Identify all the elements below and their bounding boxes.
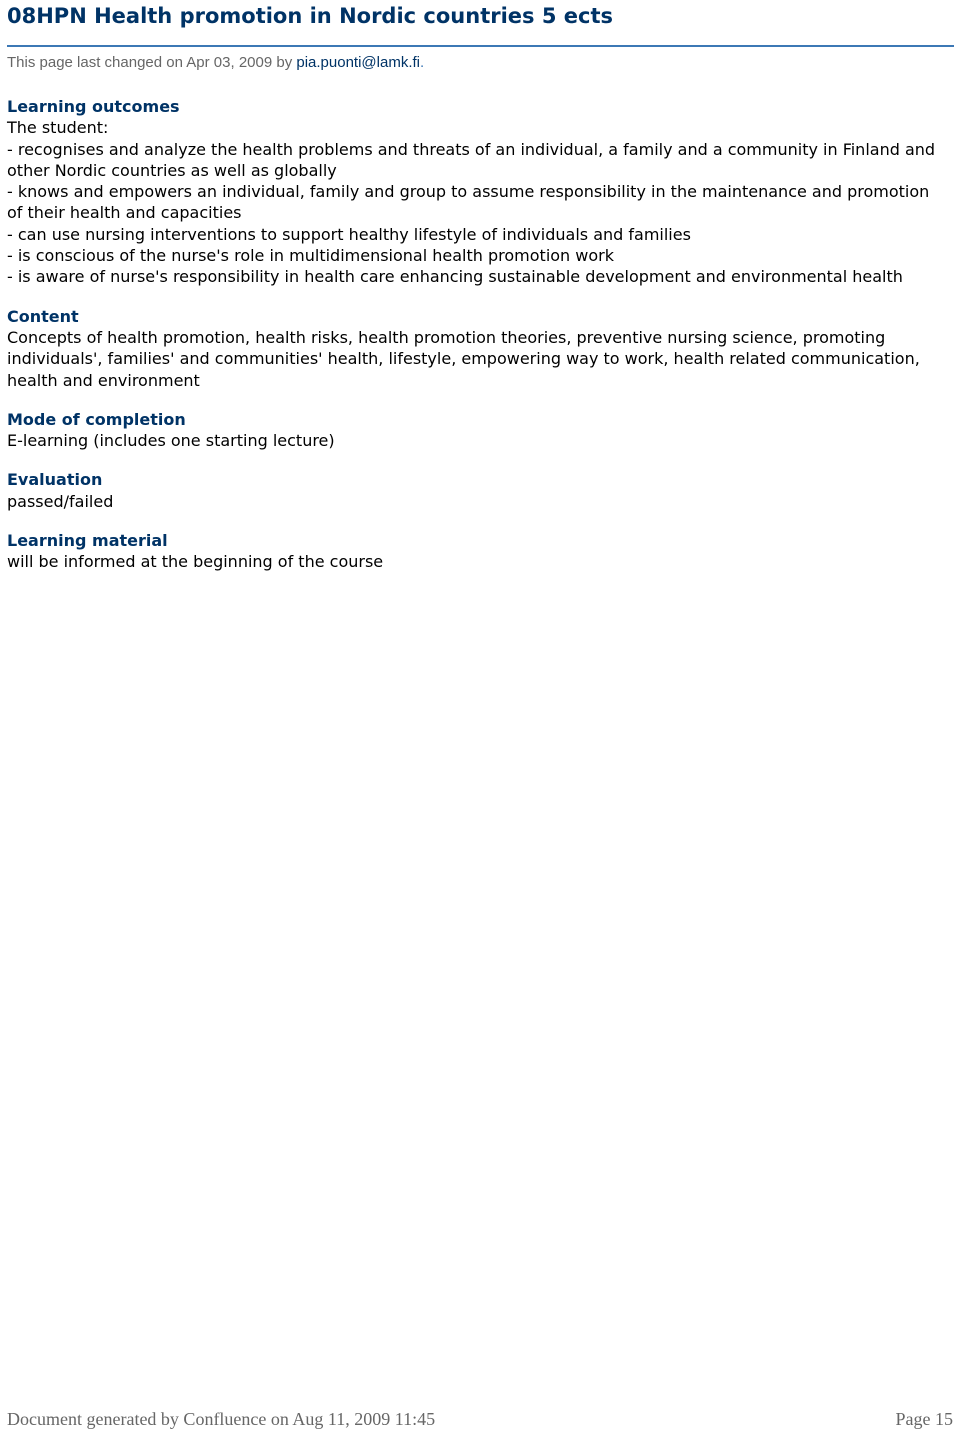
learning-material-text: will be informed at the beginning of the course (7, 552, 384, 572)
mode-of-completion-heading: Mode of completion (7, 409, 186, 429)
learning-outcomes-section (7, 96, 947, 288)
learning-material-section (7, 530, 947, 573)
learning-outcome-line: - recognises and analyze the health problems and threats of an individual, a family and a community in Finland and other Nordic countries as well as globally (7, 139, 936, 180)
learning-outcome-line: - can use nursing interventions to support healthy lifestyle of individuals and families (7, 224, 691, 244)
content-heading: Content (7, 306, 79, 326)
learning-outcome-line: - is aware of nurse's responsibility in health care enhancing sustainable development and environmental health (7, 267, 903, 287)
evaluation-heading: Evaluation (7, 470, 103, 490)
evaluation-text: passed/failed (7, 491, 114, 511)
learning-outcome-line: The student: (7, 118, 109, 138)
learning-outcome-line: - knows and empowers an individual, family and group to assume responsibility in the maintenance and promotion of their health and capacities (7, 182, 930, 223)
author-link[interactable]: pia.puonti@lamk.fi (296, 54, 420, 71)
content-text: Concepts of health promotion, health risks, health promotion theories, preventive nursing science, promoting individuals', families' and communities' health, lifestyle, empowering way to work, health related communication, health and environment (7, 327, 920, 390)
content-section (7, 306, 947, 391)
learning-outcomes-heading: Learning outcomes (7, 97, 180, 116)
learning-outcome-line: - is conscious of the nurse's role in multidimensional health promotion work (7, 246, 614, 266)
mode-of-completion-section (7, 409, 947, 452)
page-content (7, 96, 947, 591)
evaluation-section (7, 469, 947, 512)
page-number: Page 15 (895, 1409, 953, 1429)
page-title: 08HPN Health promotion in Nordic countries 5 ects (7, 4, 613, 28)
learning-material-heading: Learning material (7, 531, 168, 551)
title-divider (7, 45, 954, 47)
last-changed-trailing-period: . (420, 54, 425, 71)
last-changed-text: This page last changed on Apr 03, 2009 by (7, 54, 297, 71)
generated-by-text: Document generated by Confluence on Aug 11, 2009 11:45 (7, 1409, 436, 1429)
mode-of-completion-text: E-learning (includes one starting lecture) (7, 431, 335, 451)
last-changed-line (7, 53, 424, 73)
